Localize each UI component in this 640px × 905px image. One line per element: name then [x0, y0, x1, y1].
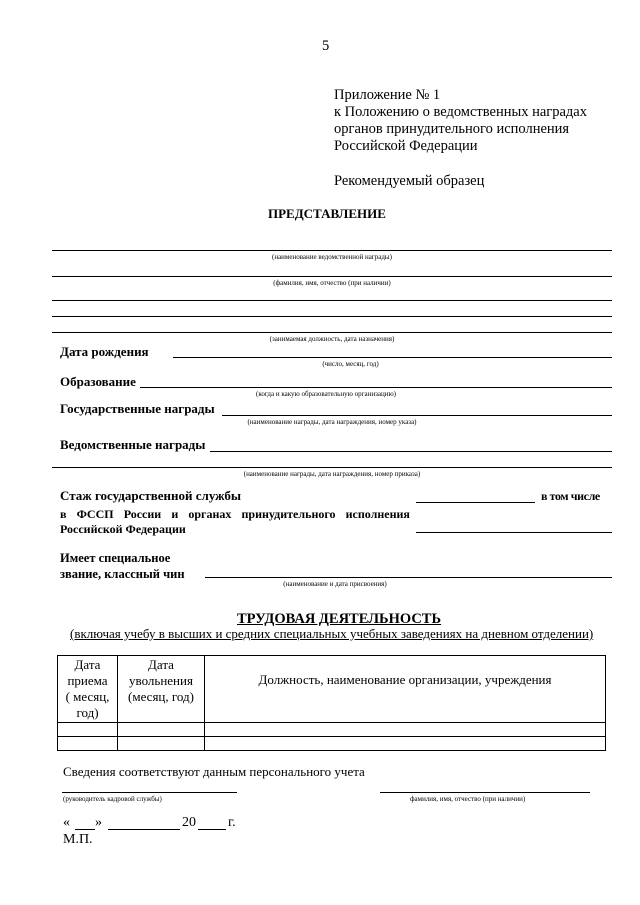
recommended-sample: Рекомендуемый образец — [334, 173, 485, 189]
appendix-line-1: Приложение № 1 — [334, 87, 441, 103]
dept-awards-line-1[interactable] — [210, 451, 612, 452]
fssp-word: исполнения — [345, 507, 410, 521]
name-signature-line[interactable] — [380, 792, 590, 793]
name-caption: фамилия, имя, отчество (при наличии) — [410, 795, 526, 803]
fssp-word: органах — [188, 507, 232, 521]
service-length-label: Стаж государственной службы — [60, 488, 242, 503]
fssp-word: принудительного — [241, 507, 336, 521]
full-name-line[interactable] — [52, 276, 612, 277]
day-line[interactable] — [75, 829, 95, 830]
document-title: ПРЕДСТАВЛЕНИЕ — [268, 206, 386, 221]
rank-line[interactable] — [205, 577, 612, 578]
rank-label-2: звание, классный чин — [60, 567, 185, 581]
dept-awards-line-2[interactable] — [52, 467, 612, 468]
stamp-place: М.П. — [63, 832, 93, 847]
col-date-hired — [58, 656, 118, 723]
position-caption: (занимаемая должность, дата назначения) — [269, 335, 395, 343]
table-cell[interactable] — [118, 723, 205, 737]
year-line[interactable] — [198, 829, 226, 830]
appendix-line-4: Российской Федерации — [334, 138, 478, 154]
dept-awards-label: Ведомственные награды — [60, 437, 206, 452]
education-label: Образование — [60, 374, 136, 389]
col-position-org-label: Должность, наименование организации, учреждения — [258, 672, 552, 687]
birth-date-caption: (число, месяц, год) — [322, 360, 379, 368]
award-name-caption: (наименование ведомственной награды) — [272, 253, 392, 261]
full-name-caption: (фамилия, имя, отчество (при наличии) — [273, 279, 391, 287]
position-line-2[interactable] — [52, 316, 612, 317]
rank-caption: (наименование и дата присвоения) — [283, 580, 387, 588]
table-cell[interactable] — [118, 737, 205, 751]
col-date-hired-line: Дата — [74, 657, 101, 672]
state-awards-caption: (наименование награды, дата награждения, номер указа) — [247, 418, 417, 426]
fssp-service-line[interactable] — [416, 532, 612, 533]
work-subtitle: (включая учебу в высших и средних специальных учебных заведениях на дневном отделении) — [70, 626, 594, 641]
including-label: в том числе — [541, 489, 600, 503]
dept-awards-caption: (наименование награды, дата награждения, номер приказа) — [243, 470, 421, 478]
col-date-dismissed-line: Дата — [148, 657, 174, 672]
col-position-org — [205, 656, 606, 723]
education-caption: (когда и какую образовательную организацию) — [256, 390, 396, 398]
table-row[interactable] — [58, 723, 606, 737]
footer-statement: Сведения соответствуют данным персонального учета — [63, 764, 365, 779]
fssp-word: ФССП — [76, 507, 114, 521]
table-cell[interactable] — [205, 723, 606, 737]
year-suffix: г. — [228, 815, 236, 830]
head-signature-line[interactable] — [62, 792, 237, 793]
appendix-line-2: к Положению о ведомственных наградах — [334, 104, 587, 120]
table-header-row — [58, 656, 606, 723]
fssp-word: в — [60, 507, 67, 521]
position-line-3[interactable] — [52, 332, 612, 333]
table-cell[interactable] — [58, 723, 118, 737]
education-line[interactable] — [140, 387, 612, 388]
month-line[interactable] — [108, 829, 180, 830]
fssp-word: России — [123, 507, 162, 521]
head-caption: (руководитель кадровой службы) — [63, 795, 162, 803]
date-open-quote: « — [63, 815, 70, 830]
fssp-line-2: Российской Федерации — [60, 522, 186, 536]
table-cell[interactable] — [205, 737, 606, 751]
award-name-line[interactable] — [52, 250, 612, 251]
col-date-dismissed — [118, 656, 205, 723]
fssp-line — [60, 507, 410, 522]
position-line-1[interactable] — [52, 300, 612, 301]
fssp-word: и — [171, 507, 179, 521]
work-table — [57, 655, 606, 751]
date-close-quote: » — [95, 815, 102, 830]
col-date-hired-line: приема — [67, 673, 108, 688]
appendix-line-3: органов принудительного исполнения — [334, 121, 570, 137]
col-date-dismissed-line: (месяц, год) — [128, 689, 194, 704]
birth-date-label: Дата рождения — [60, 344, 149, 359]
state-awards-line[interactable] — [222, 415, 612, 416]
col-date-dismissed-line: увольнения — [129, 673, 193, 688]
birth-date-line[interactable] — [173, 357, 612, 358]
table-cell[interactable] — [58, 737, 118, 751]
state-awards-label: Государственные награды — [60, 401, 215, 416]
col-date-hired-line: ( месяц, — [65, 689, 110, 704]
col-date-hired-line: год) — [76, 705, 99, 720]
page-number: 5 — [322, 38, 330, 54]
rank-label-1: Имеет специальное — [60, 551, 171, 565]
year-prefix: 20 — [182, 815, 196, 830]
table-row[interactable] — [58, 737, 606, 751]
service-length-line[interactable] — [416, 502, 535, 503]
work-title: ТРУДОВАЯ ДЕЯТЕЛЬНОСТЬ — [237, 611, 442, 627]
